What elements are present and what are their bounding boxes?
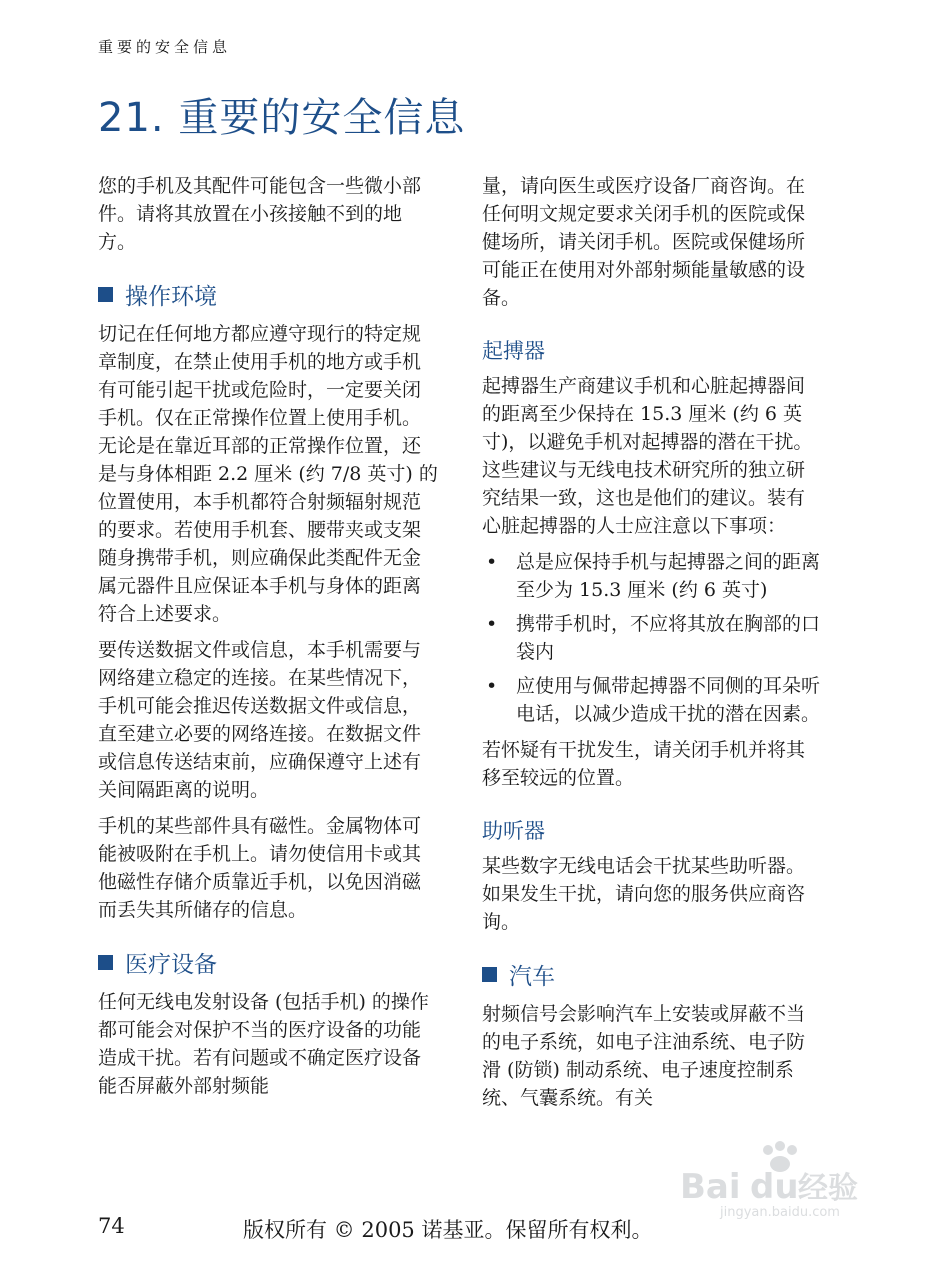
medical-paragraph-continued: 量，请向医生或医疗设备厂商咨询。在任何明文规定要求关闭手机的医院或保健场所，请关闭手机。医院或保健场所可能正在使用对外部射频能量敏感的设备。: [482, 175, 806, 309]
pacemaker-bullet-list: [482, 548, 822, 728]
pacemaker-paragraph-2: 若怀疑有干扰发生，请关闭手机并将其移至较远的位置。: [482, 739, 806, 789]
copyright-notice: 版权所有 © 2005 诺基亚。保留所有权利。: [243, 1218, 653, 1242]
hearing-paragraph: 某些数字无线电话会干扰某些助听器。如果发生干扰，请向您的服务供应商咨询。: [482, 855, 806, 933]
section-operating-environment: [98, 280, 438, 314]
left-column: [98, 172, 438, 1108]
bullet-icon: •: [486, 551, 498, 573]
chapter-title: 21. 重要的安全信息: [98, 95, 466, 141]
subsection-hearing-aids: 助听器: [482, 819, 545, 843]
section-heading: 汽车: [509, 964, 555, 990]
medical-paragraph-1: 任何无线电发射设备 (包括手机) 的操作都可能会对保护不当的医疗设备的功能造成干扰。若有问题或不确定医疗设备能否屏蔽外部射频能: [98, 991, 429, 1097]
watermark-url: jingyan.baidu.com: [720, 1205, 840, 1220]
watermark-brand: Bai: [680, 1167, 741, 1207]
operating-paragraph-2: 要传送数据文件或信息，本手机需要与网络建立稳定的连接。在某些情况下，手机可能会推迟传送数据文件或信息，直至建立必要的网络连接。在数据文件或信息传送结束前，应确保遵守上述有关间隔距离的说明。: [98, 639, 422, 801]
vehicle-paragraph: 射频信号会影响汽车上安装或屏蔽不当的电子系统，如电子注油系统、电子防滑 (防锁) 制动系统、电子速度控制系统、气囊系统。有关: [482, 1003, 806, 1109]
baidu-watermark-logo: [680, 1140, 880, 1220]
section-heading: 操作环境: [125, 284, 217, 310]
square-bullet-icon: [98, 287, 113, 302]
watermark-suffix: 经验: [798, 1171, 858, 1206]
list-item: • 应使用与佩带起搏器不同侧的耳朵听电话，以减少造成干扰的潜在因素。: [482, 672, 822, 728]
list-item: • 携带手机时，不应将其放在胸部的口袋内: [482, 610, 822, 666]
pacemaker-paragraph-1: 起搏器生产商建议手机和心脏起搏器间的距离至少保持在 15.3 厘米 (约 6 英寸)，以避免手机对起搏器的潜在干扰。这些建议与无线电技术研究所的独立研究结果一致，这也是他们的建议。装有心脏起搏器的人士应注意以下事项：: [482, 375, 813, 537]
square-bullet-icon: [98, 955, 113, 970]
bullet-icon: •: [486, 675, 498, 697]
section-medical-devices: [98, 948, 438, 982]
intro-paragraph: 您的手机及其配件可能包含一些微小部件。请将其放置在小孩接触不到的地方。: [98, 175, 422, 253]
right-column: [482, 172, 822, 1120]
square-bullet-icon: [482, 967, 497, 982]
operating-paragraph-1: 切记在任何地方都应遵守现行的特定规章制度，在禁止使用手机的地方或手机有可能引起干扰或危险时，一定要关闭手机。仅在正常操作位置上使用手机。无论是在靠近耳部的正常操作位置，还是与身体相距 2.2 厘米 (约 7/8 英寸) 的位置使用，本手机都符合射频辐射规范的要求。若使用手机套、腰带夹或支架随身携带手机，则应确保此类配件无金属元器件且应保证本手机与身体的距离符合上述要求。: [98, 323, 438, 625]
section-heading: 医疗设备: [125, 952, 217, 978]
subsection-pacemaker: 起搏器: [482, 339, 545, 363]
list-item: • 总是应保持手机与起搏器之间的距离至少为 15.3 厘米 (约 6 英寸): [482, 548, 822, 604]
page-number: 74: [98, 1214, 125, 1238]
running-head: 重要的安全信息: [98, 38, 232, 56]
watermark-brand-2: du: [750, 1167, 799, 1207]
bullet-icon: •: [486, 613, 498, 635]
section-vehicles: [482, 960, 822, 994]
operating-paragraph-3: 手机的某些部件具有磁性。金属物体可能被吸附在手机上。请勿使信用卡或其他磁性存储介质靠近手机，以免因消磁而丢失其所储存的信息。: [98, 815, 422, 921]
